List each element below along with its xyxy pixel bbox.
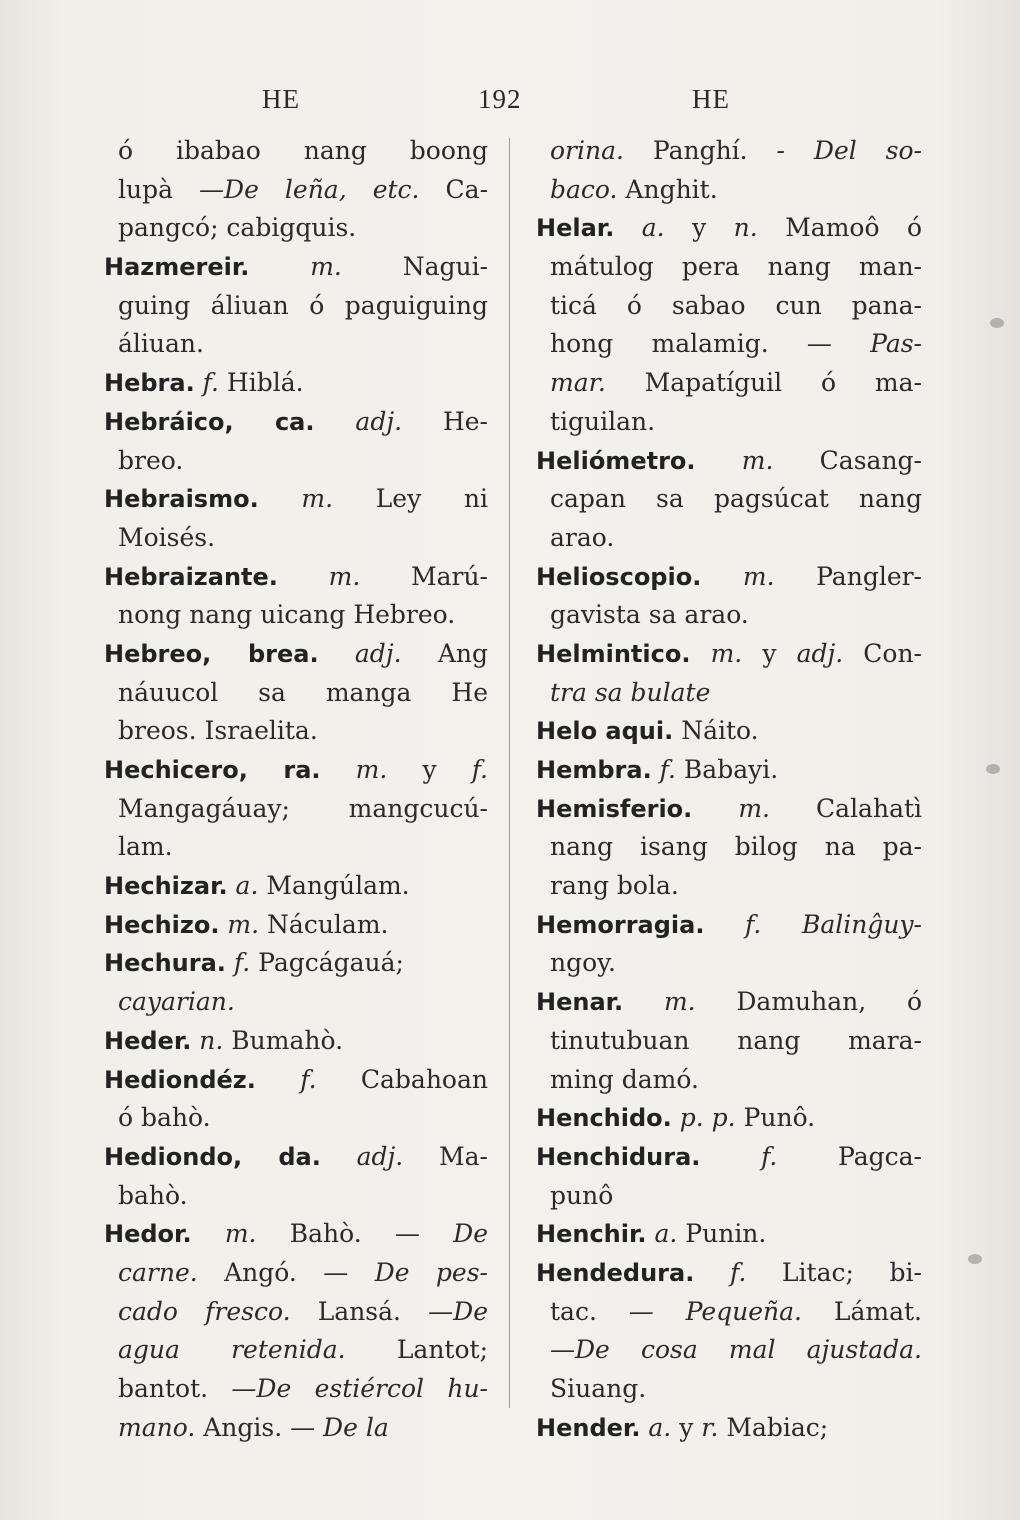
italic-text: cado fresco. [118,1296,291,1326]
text-line [104,209,488,248]
headword: Hebra. [104,369,195,398]
entry-line [104,1061,488,1100]
definition-text: Ang [437,638,488,668]
definition-text: nong nang uicang Hebreo. [118,600,456,630]
italic-text: m. [742,561,775,591]
headword: Hebraismo. [104,485,259,514]
italic-text: r. [701,1412,719,1442]
italic-text: adj. [356,1141,404,1171]
definition-text: y [422,755,472,784]
definition-text: gavista sa arao. [550,600,749,630]
definition-text: Punô. [735,1103,816,1133]
italic-text: tra sa bulate [550,677,711,707]
italic-text: agua retenida. [118,1335,346,1365]
italic-text: f. [745,909,762,939]
italic-text: m. [310,252,342,282]
entry-line [536,1099,922,1138]
headword: Hender. [536,1413,641,1442]
text-line [104,1370,488,1409]
text-line [104,325,488,364]
entry-line [104,944,488,983]
italic-text: Balinĝuy- [801,909,922,939]
definition-text: Punin. [677,1219,767,1249]
text-line [104,1254,488,1293]
definition-text: Mangagáuay; mangcucú- [118,793,488,823]
text-line [536,132,922,171]
definition-text: breo. [118,445,184,475]
italic-text: m. [663,987,696,1017]
definition-text: Anghit. [617,174,718,204]
definition-text: Calahatì [816,793,923,823]
definition-text: Pagcágauá; [250,948,404,978]
definition-text: Angis. [195,1412,291,1442]
text-line [536,944,922,983]
italic-text: f. [761,1141,778,1171]
definition-text: bantot. [118,1374,209,1403]
definition-text: lam. [118,832,173,862]
entry-line [536,209,922,248]
text-line [104,1331,488,1370]
italic-text: —De [428,1296,488,1326]
definition-text: Siuang. [550,1374,647,1403]
entry-line [536,906,922,945]
text-line [104,1409,488,1448]
headword: Hechizo. [104,910,220,939]
text-line [104,828,488,867]
headword: Hebráico, ca. [104,407,315,436]
italic-text: f. [729,1257,747,1287]
entry-line [536,790,922,829]
definition-text: hong malamig. [550,329,807,359]
headword: Heder. [104,1026,192,1055]
headword: Henar. [536,988,624,1017]
italic-text: f. [471,755,488,784]
italic-text: mar. [550,368,606,398]
headword: Hendedura. [536,1258,695,1287]
headword: Hediondéz. [104,1065,256,1094]
definition-text: arao. [550,522,615,552]
entry-line [536,442,922,481]
text-line [536,287,922,326]
definition-text: ó ibabao nang boong [118,136,488,165]
definition-text: rang bola. [550,871,679,901]
headword: Helar. [536,214,615,243]
text-line [536,1061,922,1100]
italic-text: n. [191,1025,224,1055]
headword: Henchidura. [536,1142,701,1171]
italic-text: p. [711,1103,736,1133]
italic-text: — Pequeña. [628,1296,802,1326]
italic-text: m. [328,561,361,591]
definition-text: Pagca- [838,1141,922,1171]
definition-text: Lansá. [317,1296,401,1326]
definition-text: tinutubuan nang mara- [550,1025,922,1055]
italic-text: —De estiércol hu- [231,1374,488,1403]
entry-line [536,1409,922,1448]
italic-text: a. [227,871,259,901]
italic-text: —De leña, etc. [199,174,420,204]
italic-text: mano. [118,1412,196,1442]
definition-text: Moisés. [118,522,216,552]
entry-line [104,635,488,674]
entry-line [104,558,488,597]
definition-text: Con- [863,638,923,668]
italic-text: p. [671,1103,704,1133]
left-column [104,132,488,1447]
entry-line [536,635,922,674]
definition-text: Lantot; [396,1335,489,1365]
entry-line [104,1138,488,1177]
text-line [104,674,488,713]
text-line [104,790,488,829]
definition-text: tac. [550,1296,629,1326]
definition-text: Hiblá. [218,368,304,398]
headword: Helo aqui. [536,717,674,746]
italic-text: orina. [550,136,624,165]
entry-line [536,1254,922,1293]
italic-text: m. [355,755,388,784]
text-line [536,828,922,867]
definition-text: Mangúlam. [258,871,410,901]
entry-line [536,1215,922,1254]
entry-line [104,248,488,287]
entry-line [104,403,488,442]
definition-text: Damuhan, ó [736,987,922,1017]
italic-text: f. [225,948,251,978]
header-guide-right: HE [692,84,730,114]
italic-text: f. [194,368,219,398]
text-line [104,596,488,635]
definition-text: Pangler- [816,561,923,591]
text-line [104,442,488,481]
definition-text: áliuan. [118,329,204,359]
entry-line [104,1215,488,1254]
definition-text: He- [442,406,488,436]
definition-text: y [671,1412,702,1442]
definition-text: Bahò. [289,1219,395,1249]
definition-text: tiguilan. [550,406,656,436]
italic-text: a. [646,1219,678,1249]
entry-line [104,751,488,790]
text-line [536,480,922,519]
headword: Hebraizante. [104,562,278,591]
headword: Heliómetro. [536,446,696,475]
italic-text: cayarian. [118,987,235,1017]
text-line [104,983,488,1022]
definition-text: Ley ni [375,484,488,514]
headword: Hediondo, da. [104,1142,321,1171]
headword: Hemisferio. [536,794,693,823]
entry-line [536,1138,922,1177]
entry-line [536,558,922,597]
text-line [536,1293,922,1332]
text-line [104,712,488,751]
headword: Hebreo, brea. [104,639,319,668]
italic-text: a. [640,1412,672,1442]
definition-text: Mamoô ó [785,213,922,243]
text-line [104,287,488,326]
page-speck [968,1254,982,1264]
definition-text: guing áliuan ó paguiguing [118,290,488,320]
definition-text: Litac; bi- [781,1257,922,1287]
entry-line [104,1022,488,1061]
definition-text: pangcó; cabigquis. [118,213,357,243]
entry-line [104,364,488,403]
definition-text: Ma- [439,1141,488,1171]
italic-text: m. [224,1219,257,1249]
definition-text: Babayi. [675,755,779,784]
definition-text: y [692,213,734,243]
entry-line [104,867,488,906]
italic-text: adj. [796,638,844,668]
definition-text: Mabiac; [718,1412,829,1442]
definition-text: ó bahò. [118,1103,211,1133]
text-line [536,171,922,210]
definition-text: punô [550,1180,614,1210]
text-line [104,1177,488,1216]
entry-line [104,906,488,945]
definition-text: Mapatíguil ó ma- [644,368,922,398]
italic-text: m. [741,445,774,475]
definition-text: Náculam. [259,909,389,939]
text-line [536,519,922,558]
headword: Hechura. [104,949,226,978]
headword: Henchir. [536,1220,647,1249]
italic-text: — De pes- [323,1257,489,1287]
text-line [536,1022,922,1061]
definition-text: Náito. [673,716,759,746]
headword: Henchido. [536,1104,672,1133]
italic-text: adj. [355,406,403,436]
definition-text: Angó. [224,1257,324,1287]
italic-text: — Pas- [806,329,922,359]
text-line [104,1099,488,1138]
entry-line [104,480,488,519]
italic-text: m. [738,793,770,823]
definition-text: ngoy. [550,948,616,978]
italic-text: m. [219,909,260,939]
definition-text: lupà [118,174,200,204]
italic-text: m. [301,484,334,514]
italic-text: carne. [118,1257,198,1287]
text-line [104,519,488,558]
headword: Hembra. [536,756,652,784]
definition-text: capan sa pagsúcat nang [550,484,922,514]
italic-text: - Del so- [776,136,922,165]
page-speck [986,764,1000,774]
italic-text: —De cosa mal ajustada. [550,1335,922,1365]
headword: Hechicero, ra. [104,756,321,784]
text-line [104,1293,488,1332]
text-line [536,403,922,442]
italic-text: f. [300,1064,317,1094]
italic-text: — De [394,1219,488,1249]
definition-text: mátulog pera nang man- [550,252,922,282]
text-line [536,596,922,635]
definition-text: Casang- [819,445,922,475]
headword: Helioscopio. [536,562,702,591]
header-guide-left: HE [262,84,300,114]
italic-text: f. [651,755,676,784]
italic-text: — De la [290,1412,389,1442]
definition-text: breos. Israelita. [118,716,318,746]
definition-text: Lámat. [833,1296,922,1326]
definition-text [704,1103,712,1132]
definition-text: bahò. [118,1180,188,1210]
headword: Hazmereir. [104,253,250,282]
italic-text: baco. [550,174,618,204]
right-column [536,132,922,1447]
text-line [536,674,922,713]
text-line [536,1370,922,1409]
entry-line [536,983,922,1022]
column-divider [509,138,510,1408]
headword: Hechizar. [104,872,228,901]
definition-text: Nagui- [402,252,489,282]
page-speck [990,318,1004,328]
page-number: 192 [478,84,522,114]
definition-text: Panghí. [652,136,777,165]
definition-text: náuucol sa manga He [118,677,488,707]
headword: Hemorragia. [536,910,705,939]
text-line [536,325,922,364]
text-line [536,1177,922,1216]
definition-text: ming damó. [550,1064,699,1094]
headword: Hedor. [104,1220,192,1249]
definition-text: nang isang bilog na pa- [550,832,922,862]
text-line [536,867,922,906]
italic-text: adj. [354,638,402,668]
definition-text: y [762,638,797,668]
definition-text: ticá ó sabao cun pana- [550,290,922,320]
entry-line [536,712,922,751]
italic-text: n. [733,213,758,243]
text-line [104,132,488,171]
italic-text: m. [710,638,743,668]
definition-text: Bumahò. [223,1025,344,1055]
text-line [104,171,488,210]
text-line [536,364,922,403]
entry-line [536,751,922,790]
italic-text: a. [641,213,665,243]
definition-text: Ca- [445,174,489,204]
definition-text: Cabahoan [360,1064,488,1094]
text-line [536,1331,922,1370]
definition-text: Marú- [410,561,488,591]
running-header [262,84,752,124]
text-line [536,248,922,287]
headword: Helmintico. [536,639,691,668]
